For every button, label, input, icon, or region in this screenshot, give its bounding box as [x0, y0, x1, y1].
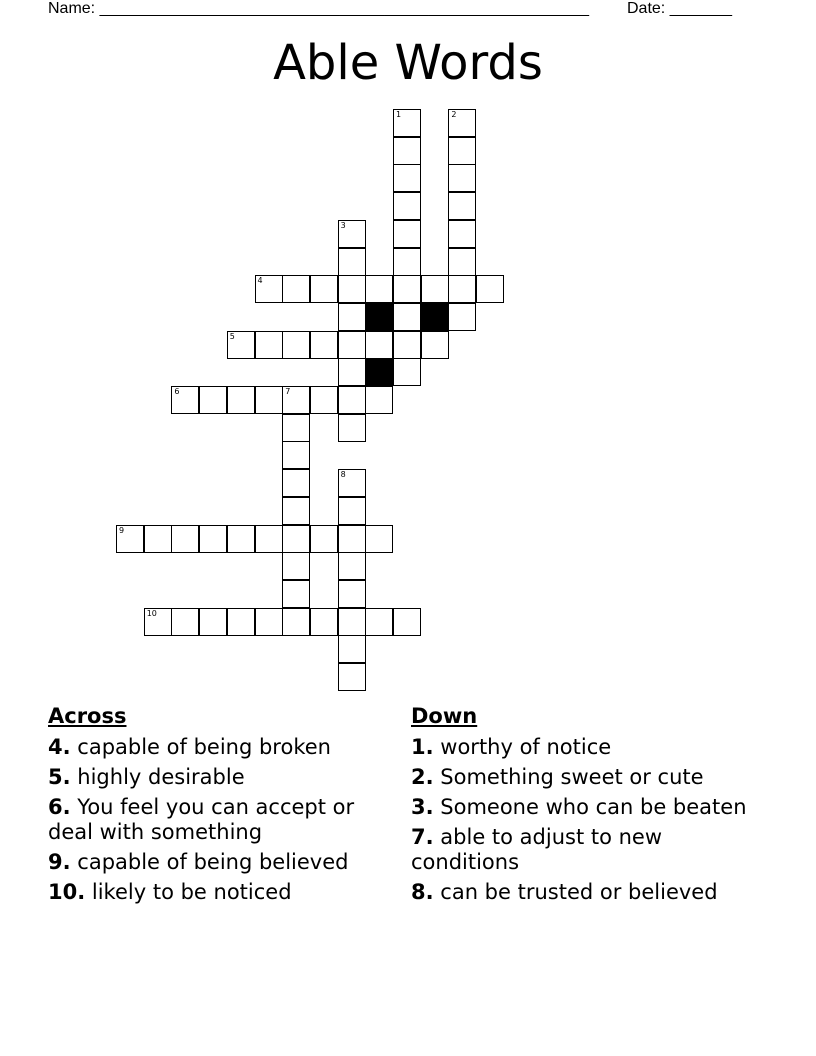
grid-cell[interactable] — [365, 331, 393, 359]
grid-cell[interactable] — [310, 275, 338, 303]
grid-cell[interactable] — [338, 525, 366, 553]
grid-cell[interactable] — [282, 386, 310, 414]
grid-cell[interactable] — [116, 525, 144, 553]
grid-cell[interactable] — [393, 109, 421, 137]
grid-cell[interactable] — [365, 386, 393, 414]
grid-cell[interactable] — [421, 275, 449, 303]
date-field-label: Date: _______ — [627, 0, 732, 17]
grid-cell[interactable] — [282, 608, 310, 636]
grid-cell[interactable] — [255, 608, 283, 636]
grid-cell[interactable] — [255, 386, 283, 414]
clue-down-1: 1. worthy of notice — [411, 735, 612, 759]
grid-cell[interactable] — [393, 192, 421, 220]
grid-cell[interactable] — [171, 608, 199, 636]
grid-cell[interactable] — [282, 414, 310, 442]
grid-cell[interactable] — [199, 386, 227, 414]
clue-number: 4 — [257, 276, 263, 286]
clue-down-8: 8. can be trusted or believed — [411, 880, 718, 904]
clue-down-2: 2. Something sweet or cute — [411, 765, 704, 789]
clue-number: 9 — [119, 525, 125, 535]
grid-cell[interactable] — [171, 386, 199, 414]
clue-number: 2 — [451, 110, 457, 119]
grid-cell[interactable] — [338, 608, 366, 636]
grid-cell[interactable] — [338, 303, 366, 331]
page-title: Able Words — [273, 35, 543, 91]
grid-cell[interactable] — [282, 469, 310, 497]
grid-cell[interactable] — [476, 275, 504, 303]
clue-number: 8 — [340, 470, 346, 480]
grid-cell[interactable] — [338, 663, 366, 691]
grid-cell[interactable] — [282, 525, 310, 553]
grid-cell[interactable] — [282, 441, 310, 469]
blocked-cell — [421, 303, 449, 331]
grid-cell[interactable] — [393, 608, 421, 636]
grid-cell[interactable] — [393, 248, 421, 276]
grid-cell[interactable] — [199, 608, 227, 636]
grid-cell[interactable] — [144, 525, 172, 553]
grid-cell[interactable] — [338, 220, 366, 248]
grid-cell[interactable] — [227, 331, 255, 359]
grid-cell[interactable] — [448, 303, 476, 331]
grid-cell[interactable] — [282, 275, 310, 303]
clue-number: 3 — [340, 220, 346, 230]
clue-across-10: 10. likely to be noticed — [48, 880, 292, 904]
grid-cell[interactable] — [171, 525, 199, 553]
grid-cell[interactable] — [338, 414, 366, 442]
clue-across-5: 5. highly desirable — [48, 765, 245, 789]
clue-down-7: 7. able to adjust to new conditions — [411, 825, 663, 874]
grid-cell[interactable] — [393, 331, 421, 359]
grid-cell[interactable] — [310, 386, 338, 414]
grid-cell[interactable] — [365, 608, 393, 636]
grid-cell[interactable] — [448, 248, 476, 276]
grid-cell[interactable] — [338, 248, 366, 276]
grid-cell[interactable] — [448, 220, 476, 248]
clue-across-6: 6. You feel you can accept or deal with something — [48, 795, 355, 844]
grid-cell[interactable] — [338, 386, 366, 414]
grid-cell[interactable] — [365, 525, 393, 553]
grid-cell[interactable] — [448, 192, 476, 220]
clue-number: 6 — [174, 387, 180, 396]
clue-down-3: 3. Someone who can be beaten — [411, 795, 747, 819]
grid-cell[interactable] — [227, 525, 255, 553]
blocked-cell — [365, 358, 393, 386]
grid-cell[interactable] — [310, 331, 338, 359]
clue-across-9: 9. capable of being believed — [48, 850, 349, 874]
grid-cell[interactable] — [393, 303, 421, 331]
blocked-cell — [365, 303, 393, 331]
grid-cell[interactable] — [448, 275, 476, 303]
grid-cell[interactable] — [338, 331, 366, 359]
grid-cell[interactable] — [338, 275, 366, 303]
grid-cell[interactable] — [255, 525, 283, 553]
grid-cell[interactable] — [393, 275, 421, 303]
grid-cell[interactable] — [338, 469, 366, 497]
grid-cell[interactable] — [282, 580, 310, 608]
name-field-label: Name: _______________________________________________________ — [48, 0, 589, 17]
grid-cell[interactable] — [338, 552, 366, 580]
grid-cell[interactable] — [310, 608, 338, 636]
grid-cell[interactable] — [365, 275, 393, 303]
grid-cell[interactable] — [393, 220, 421, 248]
clue-number: 10 — [146, 608, 157, 618]
grid-cell[interactable] — [282, 331, 310, 359]
grid-cell[interactable] — [448, 164, 476, 192]
clue-number: 5 — [229, 331, 235, 341]
grid-cell[interactable] — [393, 358, 421, 386]
across-heading: Across — [48, 704, 127, 728]
grid-cell[interactable] — [393, 164, 421, 192]
grid-cell[interactable] — [227, 608, 255, 636]
down-heading: Down — [411, 704, 478, 728]
grid-cell[interactable] — [227, 386, 255, 414]
grid-cell[interactable] — [338, 580, 366, 608]
across-clues — [48, 702, 388, 905]
grid-cell[interactable] — [282, 497, 310, 525]
down-clues — [411, 702, 751, 905]
grid-cell[interactable] — [393, 137, 421, 165]
grid-cell[interactable] — [338, 358, 366, 386]
clue-number: 7 — [285, 387, 291, 396]
grid-cell[interactable] — [448, 137, 476, 165]
grid-cell[interactable] — [144, 608, 172, 636]
grid-cell[interactable] — [255, 331, 283, 359]
grid-cell[interactable] — [199, 525, 227, 553]
grid-cell[interactable] — [282, 552, 310, 580]
grid-cell[interactable] — [338, 635, 366, 663]
clue-across-4: 4. capable of being broken — [48, 735, 331, 759]
grid-cell[interactable] — [448, 109, 476, 137]
grid-cell[interactable] — [338, 497, 366, 525]
grid-cell[interactable] — [255, 275, 283, 303]
clue-number: 1 — [396, 110, 402, 119]
grid-cell[interactable] — [421, 331, 449, 359]
grid-cell[interactable] — [310, 525, 338, 553]
